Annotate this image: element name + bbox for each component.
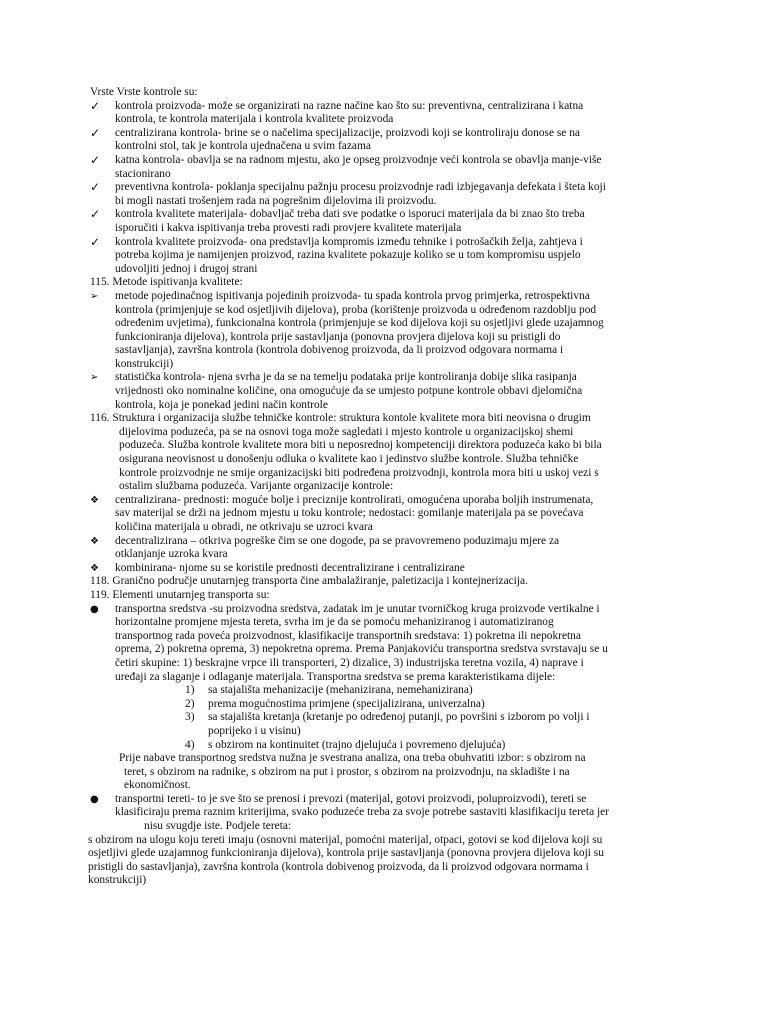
subitem-number: 3) [185, 711, 195, 724]
list-item [90, 603, 680, 685]
section-115-list [90, 290, 680, 412]
list-item-text: kontrola, te kontrola materijala i kontrola kvalitete proizvoda [115, 113, 394, 126]
list-item-text: klasificiraju prema raznim kriterijima, svako poduzeće treba za svoje potrebe sastaviti klasifikaciju tereta jer [115, 806, 610, 819]
list-item-text: kontrola, koja je ponekad jedini način kontrole [115, 398, 328, 411]
section-116-paragraph [90, 412, 680, 494]
numbered-subitem [90, 739, 680, 753]
subitem-number: 4) [185, 738, 195, 751]
list-item [90, 290, 680, 372]
checkmark-icon: ✓ [90, 180, 101, 195]
four-diamond-icon: ❖ [90, 562, 99, 574]
list-item [90, 181, 680, 208]
subitem-number: 1) [185, 684, 195, 697]
paragraph-line: kontrole proizvodnje ne smije organizacijski biti podređena proizvodnji, kontrola mora biti u uskoj vezi s [119, 466, 599, 479]
list-item-text: određenim uvjetima), funkcionalna kontrola (primjenjuje se kod dijelova koji su osjetljivi glede uzajamnog [115, 317, 604, 330]
paragraph-line: poduzeća. Služba kontrole kvalitete mora biti u neposrednoj kompetenciji direktora poduzeća kako bi bila [119, 439, 602, 452]
list-item-text: kontrola proizvoda- može se organizirati na razne načine kao što su: preventivna, centralizirana i katna [115, 99, 584, 112]
paragraph-line: osigurana neovisnost u donošenju odluka o kvalitete kao i jedinstvo službe kontrole. Služba tehničke [119, 453, 579, 466]
list-item-text: udovoljiti jednoj i drugoj strani [115, 262, 258, 275]
list-item-text: stacionirano [115, 167, 171, 180]
paragraph-line: osjetljivi glede uzajamnog funkcioniranja dijelova), kontrola prije sastavljanja (ponovna provjera dijelova koji su [88, 847, 604, 860]
list-item-text: sastavljanja), završna kontrola (kontrola dobivenog proizvoda, da li proizvod odgovara normama i [115, 344, 564, 357]
list-item-text: sav materijal se drži na jednom mjestu u toku kontrole; nedostaci: gomilanje materijala pa se povećava [115, 507, 584, 520]
list-item [90, 127, 680, 154]
list-item-text: transportni tereti- to je sve što se prenosi i prevozi (materijal, gotovi proizvodi, poluproizvodi), tereti se [115, 792, 587, 805]
bullet-icon: ● [90, 603, 99, 615]
paragraph-line: s obzirom na ulogu koju tereti imaju (osnovni materijal, pomoćni materijal, otpaci, gotovi se kod dijelova koji su [88, 833, 603, 846]
checkmark-icon: ✓ [90, 234, 101, 249]
list-item [90, 236, 680, 277]
section-115-title: 115. Metode ispitivanja kvalitete: [90, 276, 243, 289]
list-item-text: kontrola kvalitete materijala- dobavljač treba dati sve podatke o isporuci materijala da bi znao što treba [115, 208, 585, 221]
list-item-text: kombinirana- njome su se koristile prednosti decentralizirane i centralizirane [115, 561, 465, 574]
bullet-icon: ● [90, 793, 99, 805]
numbered-subitem [90, 711, 680, 738]
four-diamond-icon: ❖ [90, 535, 99, 547]
list-item-text: konstrukciji) [115, 357, 174, 370]
paragraph-line: dijelovima poduzeća, pa se na osnovi toga može sagledati i mjesto kontrole u organizacijskoj shemi [119, 425, 574, 438]
list-item-text: kontrolni stol, tak je kontrola ujednačena u svim fazama [115, 140, 371, 153]
paragraph-line: ekonomičnost. [124, 779, 191, 792]
list-item-text: vrijednosti oko nominalne količine, ona omogućuje da se umjesto potpune kontrole obbavi djelomična [115, 385, 583, 398]
paragraph-line: ostalim službama poduzeća. Varijante organizacije kontrole: [119, 480, 394, 493]
list-item-text: decentralizirana – otkriva pogreške čim se one dogode, pa se pravovremeno poduzimaju mjere za [115, 534, 560, 547]
list-item-text: nisu svugdje iste. Podjele tereta: [144, 820, 292, 833]
subitem-text: prema mogućnostima primjene (specijalizirana, univerzalna) [208, 697, 485, 710]
list-item [90, 154, 680, 181]
subitem-number: 2) [185, 697, 195, 710]
list-item-text: centralizirana kontrola- brine se o načelima specijalizacije, proizvodi koji se kontroliraju donose se na [115, 126, 580, 139]
list-item [90, 535, 680, 562]
paragraph-line: konstrukciji) [88, 874, 147, 887]
arrowhead-icon: ➢ [90, 290, 99, 302]
list-item-text: kontrola kvalitete proizvoda- ona predstavlja kompromis između tehnike i potrošačkih želja, zahtjeva i [115, 235, 583, 248]
arrowhead-icon: ➢ [90, 372, 99, 384]
list-item-text: statistička kontrola- njena svrha je da se na temelju podataka prije kontroliranja dobije slika rasipanja [115, 371, 577, 384]
list-item-text: katna kontrola- obavlja se na radnom mjestu, ako je opseg proizvodnje veći kontrola se obavlja manje-više [115, 153, 602, 166]
list-item [90, 100, 680, 127]
checkmark-icon: ✓ [90, 98, 101, 113]
list-item [90, 494, 680, 535]
list-item-text: uređaji za slaganje i odlaganje materijala. Transportna sredstva se prema karakteristikama dijele: [115, 670, 556, 683]
page-heading: Vrste Vrste kontrole su: [90, 86, 198, 98]
subitem-text: s obzirom na kontinuitet (trajno djelujuća i povremeno djelujuća) [208, 738, 506, 751]
list-item-text: četiri skupine: 1) beskrajne vrpce ili transporteri, 2) dizalice, 3) industrijska teretna vozila, 4) naprave i [115, 656, 584, 669]
list-item-text: preventivna kontrola- poklanja specijalnu pažnju procesu proizvodnje radi izbjegavanja defekata i šteta koji [115, 181, 606, 194]
paragraph-line: pristigli do sastavljanja), završna kontrola (kontrola dobivenog proizvoda, da li proizvod odgovara normama i [88, 860, 589, 873]
list-item [90, 371, 680, 412]
list-item-text: horizontalne promjene mjesta tereta, svrha im je da se pomoću mehaniziranog i automatiziranog [115, 616, 554, 629]
list-item-text: kontrola (primjenjuje se kod osjetljivih dijelova), proba (korištenje proizvoda u određenom razdoblju pod [115, 303, 597, 316]
checkmark-icon: ✓ [90, 125, 101, 140]
list-item-text: bi mogli nastati trošenjem rada na pogrešnim dijelovima ili proizvodu. [115, 194, 437, 207]
section-118: 118. Granično područje unutarnjeg transporta čine ambalažiranje, paletizacija i kontejnerizacija. [90, 575, 528, 588]
tail-paragraph [90, 834, 680, 888]
list-item [90, 562, 680, 576]
subitem-text: poprijeko i u visinu) [208, 724, 301, 737]
paragraph-line: Prije nabave transportnog sredstva nužna je svestrana analiza, ona treba obuhvatiti izbor: s obzirom na [119, 752, 586, 765]
list-item-text: otklanjanje uzroka kvara [115, 548, 228, 561]
list-item-text: metode pojedinačnog ispitivanja pojedinih proizvoda- tu spada kontrola prvog primjerka, retrospektivna [115, 289, 590, 302]
document-page [90, 86, 680, 888]
list-item-text: transportna sredstva -su proizvodna sredstva, zadatak im je unutar tvorničkog kruga proizvode vertikalne i [115, 602, 600, 615]
list-item-text: oprema, 2) pokretna oprema, 3) nepokretna oprema. Prema Panjakoviću transportna sredstva svrstavaju se u [115, 643, 608, 656]
subitem-text: sa stajališta kretanja (kretanje po određenoj putanji, po površini s izborom po volji i [208, 711, 590, 724]
list-item [90, 793, 680, 834]
list-item-text: isporučiti i kakva ispitivanja treba provesti radi provjere kvalitete materijala [115, 221, 462, 234]
checkmark-icon: ✓ [90, 207, 101, 222]
subitem-text: sa stajališta mehanizacije (mehanizirana, nemehanizirana) [208, 684, 473, 697]
list-item-text: transportnog rada poveća proizvodnost, klasifikacije transportnih sredstava: 1) pokretna ili nepokretna [115, 629, 581, 642]
list-item-text: centralizirana- prednosti: moguće bolje i preciznije kontrolirati, omogućena uporaba boljih instrumenata, [115, 493, 594, 506]
numbered-subitem [90, 698, 680, 712]
list-item-text: funkcioniranja dijelova), kontrola prije sastavljanja (ponovna provjera dijelova koji su pristigli do [115, 330, 561, 343]
section-116-list [90, 494, 680, 576]
list-item-text: potreba kojima je namijenjen proizvod, razina kvalitete pokazuje koliko se u tom kompromisu uspjelo [115, 249, 581, 262]
paragraph-line: 116. Struktura i organizacija službe tehničke kontrole: struktura kontole kvalitete mora biti neovisna o drugim [90, 412, 591, 425]
four-diamond-icon: ❖ [90, 494, 99, 506]
numbered-subitem [90, 684, 680, 698]
checkmark-icon: ✓ [90, 152, 101, 167]
check-list [90, 100, 680, 277]
section-119-list [90, 603, 680, 834]
section-119-title: 119. Elementi unutarnjeg transporta su: [90, 588, 270, 601]
paragraph-line: teret, s obzirom na radnike, s obzirom na put i prostor, s obzirom na proizvodnju, na skladište i na [124, 765, 570, 778]
list-item [90, 208, 680, 235]
list-item-text: količina materijala u obradi, ne otkrivaju se uzroci kvara [115, 521, 373, 533]
